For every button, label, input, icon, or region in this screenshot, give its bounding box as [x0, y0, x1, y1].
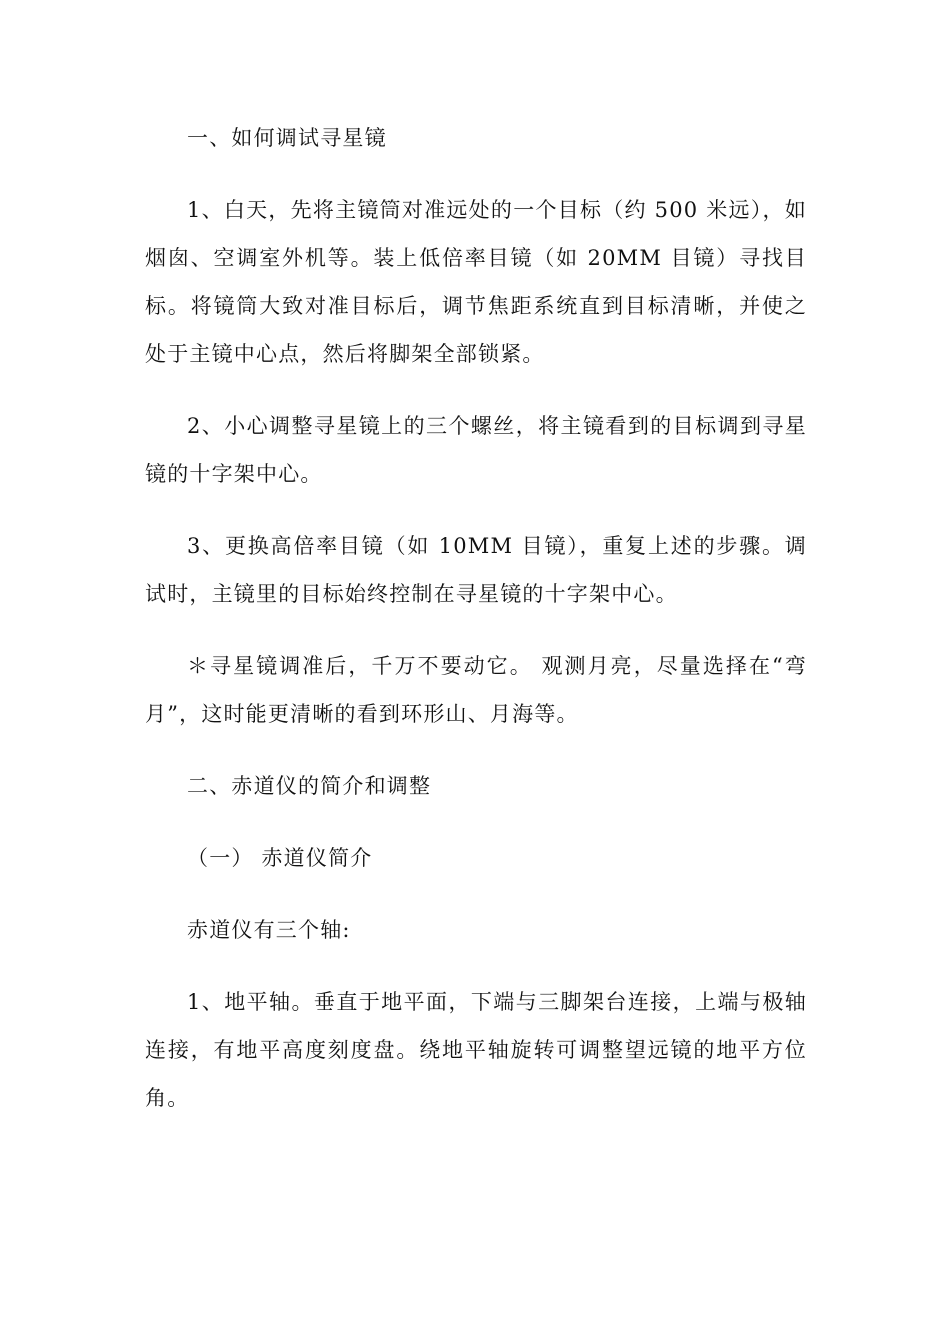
paragraph-horizontal-axis: 1、地平轴。垂直于地平面，下端与三脚架台连接，上端与极轴连接，有地平高度刻度盘。绕地平轴旋转可调整望远镜的地平方位角。 — [145, 990, 807, 1110]
paragraph-note: ＊寻星镜调准后，千万不要动它。 观测月亮，尽量选择在“弯月”，这时能更清晰的看到环形山、月海等。 — [145, 654, 807, 726]
subheading-mount-intro: （一） 赤道仪简介 — [187, 846, 373, 870]
document-body — [145, 114, 807, 1122]
paragraph-step-2: 2、小心调整寻星镜上的三个螺丝，将主镜看到的目标调到寻星镜的十字架中心。 — [145, 414, 807, 486]
paragraph-three-axes: 赤道仪有三个轴: — [187, 918, 351, 942]
paragraph-step-1: 1、白天，先将主镜筒对准远处的一个目标（约 500 米远），如烟囱、空调室外机等。装上低倍率目镜（如 20MM 目镜）寻找目标。将镜筒大致对准目标后，调节焦距系统直到目标清晰，并使之处于主镜中心点，然后将脚架全部锁紧。 — [145, 198, 807, 366]
heading-equatorial-mount: 二、赤道仪的简介和调整 — [187, 774, 432, 798]
paragraph-step-3: 3、更换高倍率目镜（如 10MM 目镜），重复上述的步骤。调试时，主镜里的目标始终控制在寻星镜的十字架中心。 — [145, 534, 807, 606]
heading-finder-scope: 一、如何调试寻星镜 — [187, 126, 387, 150]
